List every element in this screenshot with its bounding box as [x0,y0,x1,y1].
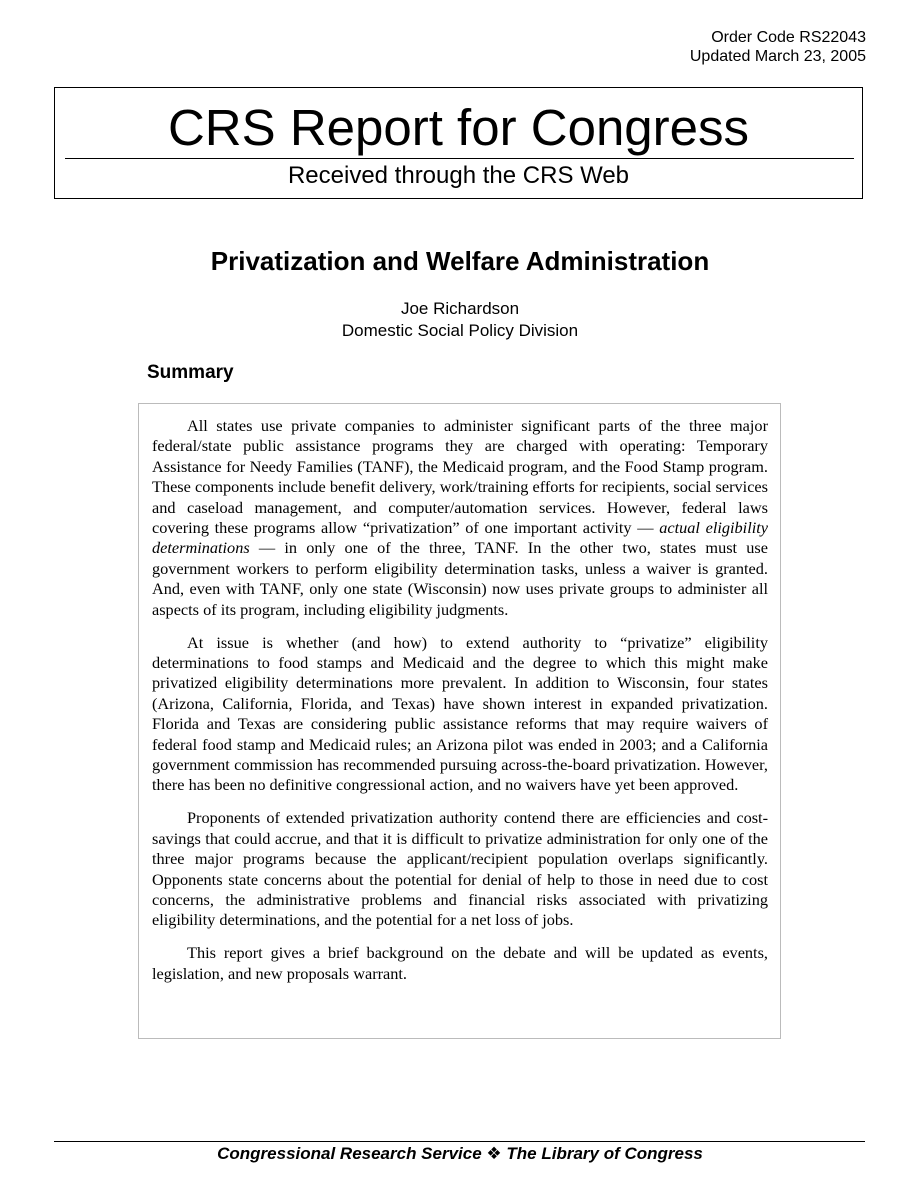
author-block [0,298,920,342]
summary-p1-text-before: All states use private companies to administer significant parts of the three major federal/state public assistance programs they are charged with operating: Temporary Assistance for Needy Families (TANF), the Medicaid program, and the Food Stamp program. These components include benefit delivery, work/training efforts for recipients, social services and caseload management, and computer/automation services. However, federal laws covering these programs allow “privatization” of one important activity — [152,416,768,538]
document-title: Privatization and Welfare Administration [210,246,710,276]
summary-p1-emphasis: actual eligibility determinations [152,518,769,558]
report-header-subtitle: Received through the CRS Web [287,162,630,189]
page-footer [0,1143,920,1165]
report-header [54,87,863,199]
updated-date: Updated March 23, 2005 [689,48,866,65]
summary-heading: Summary [147,362,234,383]
summary-paragraph-3: Proponents of extended privatization authority contend there are efficiencies and cost-savings that could accrue, and that it is difficult to privatize administration for only one of the three major programs because the applicant/recipient population overlaps significantly. Opponents state concerns about the potential for denial of help to those in need due to cost concerns, the administrative problems and financial risks associated with privatizing eligibility determinations, and the potential for a net loss of jobs. [152,808,768,930]
footer-crs: Congressional Research Service [217,1144,482,1163]
footer-divider [54,1141,865,1142]
order-code: Order Code RS22043 [711,29,866,46]
summary-paragraph-1 [152,416,768,620]
report-header-title: CRS Report for Congress [167,99,750,156]
header-divider [65,158,854,159]
footer-separator-icon: ❖ [486,1144,502,1163]
summary-paragraph-2: At issue is whether (and how) to extend authority to “privatize” eligibility determinations to food stamps and Medicaid and the degree to which this might make privatized eligibility determinations more prevalent. In addition to Wisconsin, four states (Arizona, California, Florida, and Texas) have shown interest in expanded privatization. Florida and Texas are considering public assistance reforms that may require waivers of federal food stamp and Medicaid rules; an Arizona pilot was ended in 2003; and a California government commission has recommended pursuing across-the-board privatization. However, there has been no definitive congressional action, and no waivers have yet been approved. [152,632,768,795]
footer-library: The Library of Congress [506,1144,703,1163]
summary-box [138,403,781,1039]
summary-p1-text-after: — in only one of the three, TANF. In the other two, states must use government workers to perform eligibility determination tasks, unless a waiver is granted. And, even with TANF, only one state (Wisconsin) now uses private groups to administer all aspects of its program, including eligibility judgments. [152,538,768,619]
author-name: Joe Richardson [400,299,520,318]
summary-paragraph-4: This report gives a brief background on the debate and will be updated as events, legislation, and new proposals warrant. [152,943,768,983]
author-division: Domestic Social Policy Division [341,321,579,340]
order-code-block [690,28,866,66]
